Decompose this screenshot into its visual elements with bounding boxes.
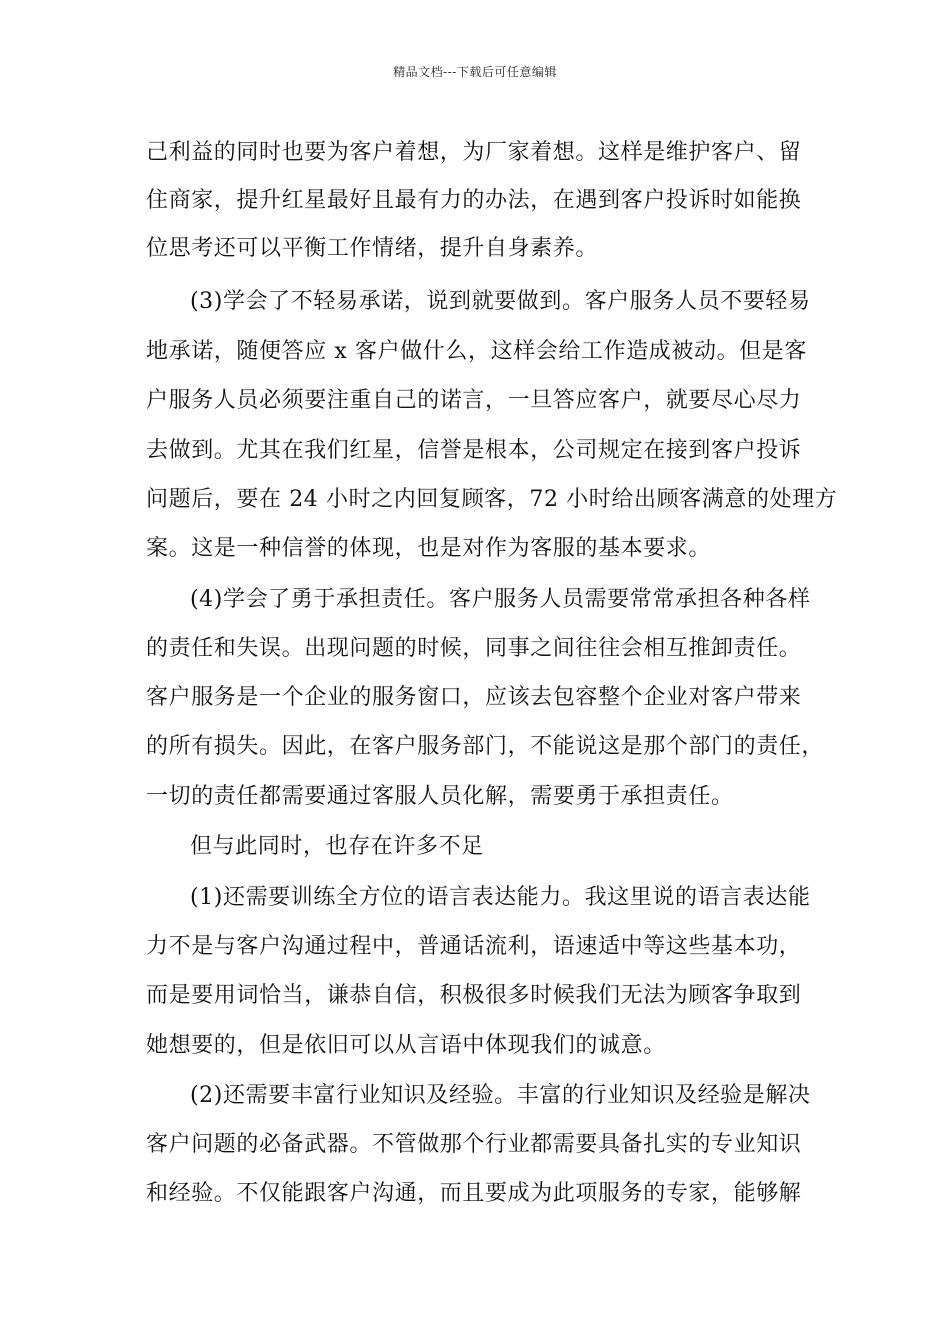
text-line: 户服务人员必须要注重自己的诺言，一旦答应客户，就要尽心尽力 [146, 388, 802, 413]
text-line: 问题后，要在 24 小时之内回复顾客，72 小时给出顾客满意的处理方 [146, 487, 838, 512]
text-line: 位思考还可以平衡工作情绪，提升自身素养。 [146, 236, 599, 261]
text-line: 客户服务是一个企业的服务窗口，应该去包容整个企业对客户带来 [146, 685, 802, 710]
text-line: 己利益的同时也要为客户着想，为厂家着想。这样是维护客户、留 [146, 140, 802, 165]
paragraph-start-line: (3)学会了不轻易承诺，说到就要做到。客户服务人员不要轻易 [190, 289, 811, 314]
paragraph-start-line: (4)学会了勇于承担责任。客户服务人员需要常常承担各种各样 [190, 587, 811, 612]
paragraph-start-line: (1)还需要训练全方位的语言表达能力。我这里说的语言表达能 [190, 885, 811, 910]
text-line: 和经验。不仅能跟客户沟通，而且要成为此项服务的专家，能够解 [146, 1181, 802, 1206]
text-line: 她想要的，但是依旧可以从言语中体现我们的诚意。 [146, 1033, 666, 1058]
paragraph-start-line: (2)还需要丰富行业知识及经验。丰富的行业知识及经验是解决 [190, 1083, 811, 1108]
text-line: 案。这是一种信誉的体现，也是对作为客服的基本要求。 [146, 536, 712, 561]
text-line: 地承诺，随便答应 x 客户做什么，这样会给工作造成被动。但是客 [146, 339, 807, 364]
text-line: 的责任和失误。出现问题的时候，同事之间往往会相互推卸责任。 [146, 636, 802, 661]
page-header: 精品文档---下载后可任意编辑 [393, 65, 557, 79]
text-line: 而是要用词恰当，谦恭自信，积极很多时候我们无法为顾客争取到 [146, 983, 802, 1008]
paragraph-start-line: 但与此同时，也存在许多不足 [190, 834, 484, 859]
text-line: 去做到。尤其在我们红星，信誉是根本，公司规定在接到客户投诉 [146, 438, 802, 463]
text-line: 住商家，提升红星最好且最有力的办法，在遇到客户投诉时如能换 [146, 188, 802, 213]
text-line: 客户问题的必备武器。不管做那个行业都需要具备扎实的专业知识 [146, 1132, 802, 1157]
text-line: 的所有损失。因此，在客户服务部门，不能说这是那个部门的责任， [146, 734, 825, 759]
text-line: 力不是与客户沟通过程中，普通话流利，语速适中等这些基本功， [146, 934, 802, 959]
text-line: 一切的责任都需要通过客服人员化解，需要勇于承担责任。 [146, 784, 734, 809]
